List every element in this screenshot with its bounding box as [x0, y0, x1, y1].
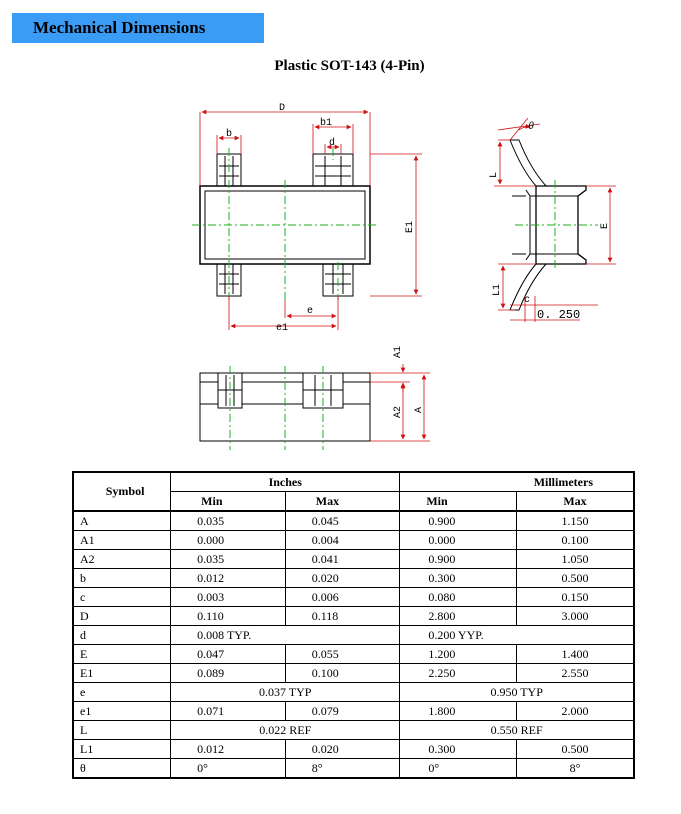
- cell-mm-min: 2.250: [400, 664, 517, 683]
- inches-min-header: Min: [171, 492, 286, 512]
- mm-max-header: Max: [516, 492, 634, 512]
- table-row: [73, 607, 634, 626]
- cell-mm-min: 0.080: [400, 588, 517, 607]
- dimensions-table: [72, 471, 635, 779]
- table-row: [73, 588, 634, 607]
- cell-inches-typ: 0.008 TYP.: [171, 626, 400, 645]
- cell-mm-min: 1.800: [400, 702, 517, 721]
- cell-inches-min: 0.071: [171, 702, 286, 721]
- cell-symbol: D: [73, 607, 171, 626]
- cell-symbol: d: [73, 626, 171, 645]
- cell-symbol: e: [73, 683, 171, 702]
- label-c: c: [524, 295, 531, 306]
- label-b: b: [226, 129, 233, 140]
- cell-symbol: A: [73, 511, 171, 531]
- cell-inches-min: 0.012: [171, 740, 286, 759]
- cell-inches-min: 0.110: [171, 607, 286, 626]
- cell-inches-max: 0.118: [285, 607, 400, 626]
- cell-mm-min: 0.900: [400, 550, 517, 569]
- cell-inches-max: 0.020: [285, 740, 400, 759]
- package-title: Plastic SOT-143 (4-Pin): [274, 58, 425, 74]
- cell-symbol: A2: [73, 550, 171, 569]
- cell-inches-max: 0.020: [285, 569, 400, 588]
- label-D: D: [279, 103, 286, 114]
- cell-mm-max: 0.500: [516, 740, 634, 759]
- label-L: L: [489, 171, 500, 178]
- table-row: [73, 702, 634, 721]
- inches-max-header: Max: [285, 492, 400, 512]
- table-row: [73, 511, 634, 531]
- cell-mm-max: 2.550: [516, 664, 634, 683]
- label-e: e: [307, 306, 314, 317]
- cell-inches-min: 0°: [171, 759, 286, 779]
- cell-symbol: θ: [73, 759, 171, 779]
- label-b1: b1: [320, 118, 333, 129]
- cell-mm-max: 8°: [516, 759, 634, 779]
- table-row: [73, 550, 634, 569]
- inches-header: Inches: [171, 472, 400, 492]
- mm-header: Millimeters: [400, 472, 634, 492]
- cell-inches-min: 0.035: [171, 550, 286, 569]
- label-E1: E1: [405, 220, 416, 233]
- label-gauge: 0. 250: [537, 308, 581, 322]
- table-row: [73, 721, 634, 740]
- cell-mm-min: 0°: [400, 759, 517, 779]
- label-theta: θ: [528, 122, 535, 133]
- symbol-header: Symbol: [73, 472, 171, 511]
- cell-symbol: A1: [73, 531, 171, 550]
- table-row: [73, 683, 634, 702]
- table-row: [73, 531, 634, 550]
- cell-symbol: L: [73, 721, 171, 740]
- cell-mm-max: 0.100: [516, 531, 634, 550]
- cell-mm-max: 0.150: [516, 588, 634, 607]
- cell-mm-min: 2.800: [400, 607, 517, 626]
- cell-mm-min: 0.300: [400, 740, 517, 759]
- cell-symbol: b: [73, 569, 171, 588]
- cell-inches-max: 8°: [285, 759, 400, 779]
- table-row: [73, 569, 634, 588]
- cell-symbol: E1: [73, 664, 171, 683]
- label-L1: L1: [492, 283, 503, 296]
- table-row: [73, 626, 634, 645]
- label-A: A: [414, 406, 425, 413]
- cell-mm-max: 0.500: [516, 569, 634, 588]
- cell-mm-max: 1.400: [516, 645, 634, 664]
- cell-symbol: L1: [73, 740, 171, 759]
- cell-symbol: e1: [73, 702, 171, 721]
- table-row: [73, 759, 634, 779]
- label-E: E: [600, 222, 611, 229]
- cell-mm-max: 1.150: [516, 511, 634, 531]
- cell-inches-max: 0.100: [285, 664, 400, 683]
- table-row: [73, 664, 634, 683]
- section-title: Mechanical Dimensions: [33, 18, 206, 37]
- cell-mm-min: 1.200: [400, 645, 517, 664]
- cell-inches-min: 0.000: [171, 531, 286, 550]
- cell-mm-min: 0.900: [400, 511, 517, 531]
- cell-mm-typ: 0.550 REF: [400, 721, 634, 740]
- cell-mm-max: 2.000: [516, 702, 634, 721]
- cell-symbol: c: [73, 588, 171, 607]
- cell-mm-typ: 0.950 TYP: [400, 683, 634, 702]
- mm-min-header: Min: [400, 492, 517, 512]
- cell-inches-max: 0.006: [285, 588, 400, 607]
- table-row: [73, 645, 634, 664]
- cell-inches-max: 0.045: [285, 511, 400, 531]
- label-A1: A1: [393, 345, 404, 358]
- cell-inches-typ: 0.022 REF: [171, 721, 400, 740]
- cell-inches-max: 0.004: [285, 531, 400, 550]
- cell-inches-min: 0.089: [171, 664, 286, 683]
- cell-mm-max: 3.000: [516, 607, 634, 626]
- cell-symbol: E: [73, 645, 171, 664]
- cell-inches-max: 0.055: [285, 645, 400, 664]
- label-d: d: [329, 138, 336, 149]
- cell-inches-min: 0.035: [171, 511, 286, 531]
- cell-mm-max: 1.050: [516, 550, 634, 569]
- cell-inches-typ: 0.037 TYP: [171, 683, 400, 702]
- cell-inches-max: 0.079: [285, 702, 400, 721]
- label-A2: A2: [393, 405, 404, 418]
- cell-mm-min: 0.000: [400, 531, 517, 550]
- cell-mm-typ: 0.200 YYP.: [400, 626, 634, 645]
- cell-inches-max: 0.041: [285, 550, 400, 569]
- cell-inches-min: 0.047: [171, 645, 286, 664]
- cell-inches-min: 0.012: [171, 569, 286, 588]
- cell-mm-min: 0.300: [400, 569, 517, 588]
- table-row: [73, 740, 634, 759]
- label-e1: e1: [276, 323, 289, 334]
- cell-inches-min: 0.003: [171, 588, 286, 607]
